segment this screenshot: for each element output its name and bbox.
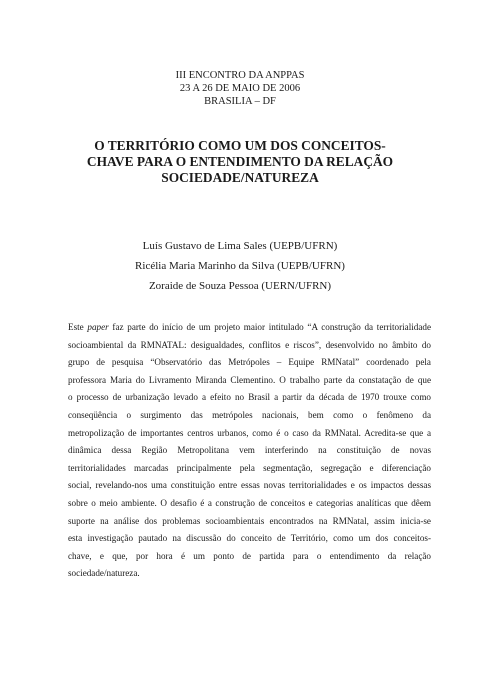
title-line: SOCIEDADE/NATUREZA bbox=[161, 170, 319, 185]
abstract-line: suporte na análise dos problemas socioambientais encontrados na RMNatal, assim inicia-se bbox=[68, 515, 431, 526]
conference-name: III ENCONTRO DA ANPPAS bbox=[175, 70, 305, 81]
abstract-line: sociedade/natureza. bbox=[68, 568, 140, 579]
abstract-line-text: faz parte do início de um projeto maior intitulado “A construção da territorialidade bbox=[112, 322, 431, 332]
conference-location: BRASILIA – DF bbox=[204, 96, 276, 107]
abstract-line: grupo de pesquisa “Observatório das Metrópoles – Equipe RMNatal” coordenado pela bbox=[68, 357, 431, 368]
author-name: Luís Gustavo de Lima Sales (UEPB/UFRN) bbox=[142, 240, 338, 252]
title-line: CHAVE PARA O ENTENDIMENTO DA RELAÇÃO bbox=[86, 154, 394, 169]
abstract-line: o processo de urbanização levado a efeito no Brasil a partir da década de 1970 trouxe como bbox=[68, 392, 431, 403]
abstract-line: territorialidades marcadas principalmente pela segmentação, segregação e diferenciação bbox=[68, 462, 431, 473]
author-name: Ricélia Maria Marinho da Silva (UEPB/UFRN) bbox=[135, 260, 345, 272]
abstract-paragraph bbox=[68, 319, 431, 583]
abstract-line: sobre o meio ambiente. O desafio é a construção de conceitos e categorias analíticas que dêem bbox=[68, 497, 431, 508]
abstract-line: socioambiental da RMNATAL: desigualdades, conflitos e riscos”, desenvolvido no âmbito do bbox=[68, 339, 431, 350]
abstract-line: social, revelando-nos uma constituição entre essas novas territorialidades e os impactos dessas bbox=[68, 480, 431, 491]
paper-title bbox=[40, 138, 440, 186]
abstract-line bbox=[68, 319, 431, 337]
abstract-line: esta investigação pautado na discussão do conceito de Território, como um dos conceitos- bbox=[68, 533, 431, 544]
author-name: Zoraide de Souza Pessoa (UERN/UFRN) bbox=[148, 280, 332, 292]
conference-header bbox=[0, 69, 480, 108]
abstract-line: professora Maria do Livramento Miranda Clementino. O trabalho parte da constatação de que bbox=[68, 374, 431, 385]
title-line: O TERRITÓRIO COMO UM DOS CONCEITOS- bbox=[94, 138, 386, 153]
abstract-italic-word: paper bbox=[87, 322, 109, 332]
abstract-line: dinâmica dessa Região Metropolitana vem interferindo na constituição de novas bbox=[68, 445, 431, 456]
abstract-line: conseqüência o surgimento das metrópoles nacionais, bem como o fenômeno da bbox=[68, 409, 431, 420]
author-list bbox=[0, 236, 480, 296]
abstract-intro-word: Este bbox=[68, 322, 84, 332]
abstract-line: chave, e que, por hora é um ponto de partida para o entendimento da relação bbox=[68, 550, 431, 561]
conference-dates: 23 A 26 DE MAIO DE 2006 bbox=[179, 83, 301, 94]
abstract-line: metropolização de importantes centros urbanos, como é o caso da RMNatal. Acredita-se que a bbox=[68, 427, 431, 438]
